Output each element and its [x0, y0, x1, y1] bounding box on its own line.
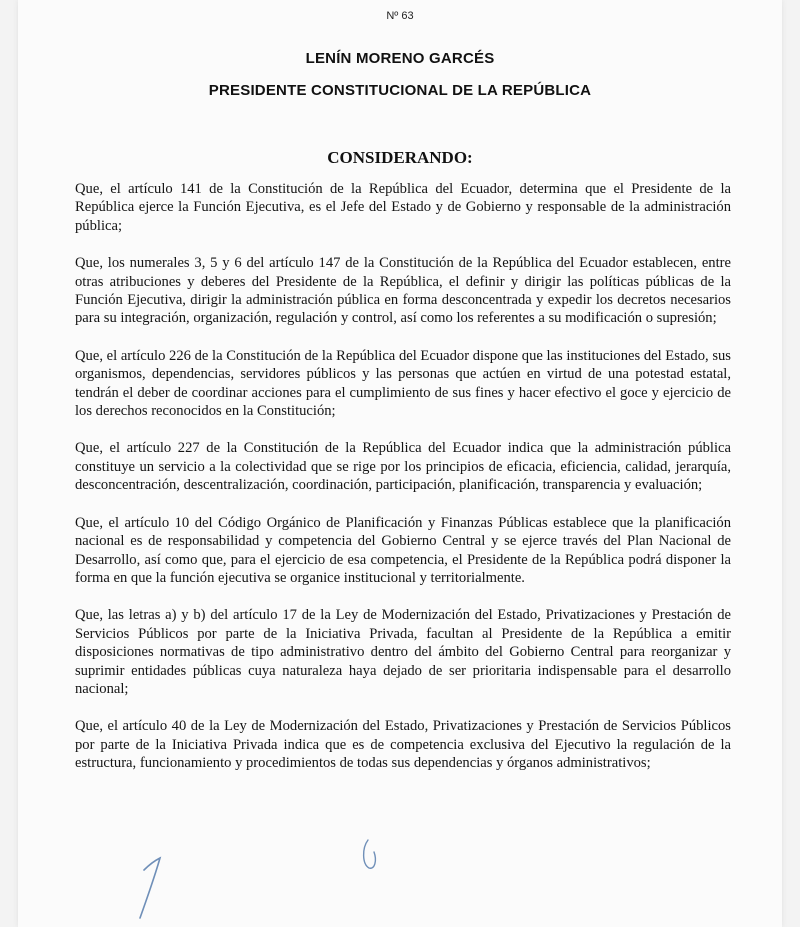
paragraph-3: Que, el artículo 226 de la Constitución de la República del Ecuador dispone que las instituciones del Estado, sus organismos, dependencias, servidores públicos y las personas que actúen en virtud de una potestad estatal, tendrán el deber de coordinar acciones para el cumplimiento de sus fines y hacer efectivo el goce y ejercicio de los derechos reconocidos en la Constitución; [75, 347, 731, 420]
president-title: PRESIDENTE CONSTITUCIONAL DE LA REPÚBLICA [208, 82, 592, 99]
paragraph-5: Que, el artículo 10 del Código Orgánico de Planificación y Finanzas Públicas establece que la planificación nacional es de responsabilidad y competencia del Gobierno Central y se ejerce través del Plan Nacional de Desarrollo, así como que, para el ejercicio de esa competencia, el Presidente de la República podrá disponer la forma en que la función ejecutiva se organice institucional y territorialmente. [75, 514, 731, 586]
document-number: Nº 63 [386, 10, 414, 22]
paragraph-2: Que, los numerales 3, 5 y 6 del artículo 147 de la Constitución de la República del Ecuador establecen, entre otras atribuciones y deberes del Presidente de la República, el definir y dirigir las políticas públicas de la Función Ejecutiva, dirigir la administración pública en forma desconcentrada y expedir los decretos necesarios para su integración, organización, regulación y control, así como los referentes a su modificación o supresión; [75, 255, 731, 327]
handwritten-mark [360, 834, 382, 874]
paragraph-4: Que, el artículo 227 de la Constitución de la República del Ecuador indica que la administración pública constituye un servicio a la colectividad que se rige por los principios de eficacia, eficiencia, calidad, jerarquía, desconcentración, descentralización, coordinación, participación, planificación, transparencia y evaluación; [75, 440, 731, 494]
document-body [75, 180, 731, 792]
handwritten-initial-signature [126, 850, 186, 925]
paragraph-7: Que, el artículo 40 de la Ley de Modernización del Estado, Privatizaciones y Prestación de Servicios Públicos por parte de la Iniciativa Privada indica que es de competencia exclusiva del Ejecutivo la regulación de la estructura, funcionamiento y procedimientos de todas sus dependencias y órganos administrativos; [75, 718, 731, 772]
paragraph-6: Que, las letras a) y b) del artículo 17 de la Ley de Modernización del Estado, Privatizaciones y Prestación de Servicios Públicos por parte de la Iniciativa Privada, facultan al Presidente de la República a emitir disposiciones normativas de tipo administrativo dentro del ámbito del Gobierno Central para reorganizar y suprimir entidades públicas cuya naturaleza haya dejado de ser prioritaria indispensable para el desarrollo nacional; [75, 607, 731, 697]
section-heading: CONSIDERANDO: [327, 148, 473, 167]
paragraph-1: Que, el artículo 141 de la Constitución de la República del Ecuador, determina que el Presidente de la República ejerce la Función Ejecutiva, es el Jefe del Estado y de Gobierno y responsable de la administración pública; [75, 181, 731, 234]
document-page [18, 0, 782, 927]
president-name: LENÍN MORENO GARCÉS [305, 50, 495, 67]
